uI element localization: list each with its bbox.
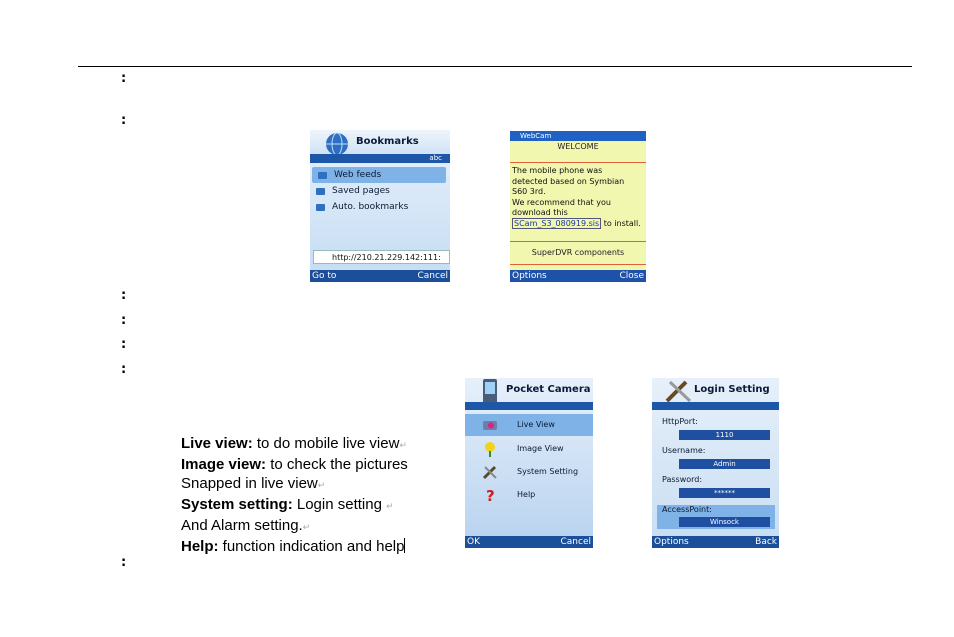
cancel-button[interactable]: Cancel — [560, 537, 591, 547]
username-field[interactable]: Admin — [679, 459, 770, 469]
desc-system-setting-2: And Alarm setting.↵ — [181, 517, 311, 534]
login-setting-title: Login Setting — [694, 384, 770, 395]
feed-icon — [318, 172, 327, 179]
download-link[interactable]: SCam_S3_080919.sis — [514, 218, 600, 228]
url-input[interactable]: http://210.21.229.142:111: — [313, 250, 450, 264]
options-button[interactable]: Options — [512, 271, 547, 281]
welcome-heading: WELCOME — [557, 142, 599, 151]
http-port-field[interactable]: 1110 — [679, 430, 770, 440]
desc-system-setting: System setting: Login setting ↵ — [181, 496, 394, 513]
access-point-field[interactable]: Winsock — [679, 517, 770, 527]
go-to-button[interactable]: Go to — [312, 271, 337, 281]
colon-4: : — [121, 313, 127, 328]
components-label: SuperDVR components — [531, 248, 625, 257]
username-label: Username: — [662, 446, 706, 455]
paragraph-mark: ↵ — [317, 480, 326, 490]
paragraph-mark: ↵ — [399, 440, 407, 450]
bookmarks-screenshot — [310, 130, 450, 282]
menu-description — [181, 434, 408, 556]
tools-icon — [664, 379, 694, 403]
tools-icon — [482, 464, 498, 480]
password-label: Password: — [662, 475, 703, 484]
close-button[interactable]: Close — [619, 271, 644, 281]
colon-2: : — [121, 113, 127, 128]
colon-1: : — [121, 71, 127, 86]
input-mode: abc — [429, 154, 442, 162]
ok-button[interactable]: OK — [467, 537, 480, 547]
desc-image-view: Image view: to check the pictures — [181, 456, 408, 473]
desc-live-view: Live view: to do mobile live view↵ — [181, 435, 407, 452]
menu-item-image-view[interactable]: Image View — [465, 438, 593, 460]
menu-item-help[interactable]: ? Help — [465, 484, 593, 506]
status-bar — [465, 402, 593, 410]
list-item-auto-bookmarks[interactable]: Auto. bookmarks — [310, 199, 450, 215]
pocket-camera-screenshot — [465, 378, 593, 548]
options-button[interactable]: Options — [654, 537, 689, 547]
bookmarks-list — [310, 167, 450, 215]
cancel-button[interactable]: Cancel — [417, 271, 448, 281]
header-rule — [78, 66, 912, 67]
flower-icon — [482, 441, 498, 457]
access-point-label: AccessPoint: — [662, 505, 712, 514]
softkey-bar — [510, 270, 646, 282]
divider — [510, 264, 646, 265]
colon-6: : — [121, 362, 127, 377]
globe-icon — [325, 132, 349, 156]
softkey-bar — [465, 536, 593, 548]
softkey-bar — [310, 270, 450, 282]
bookmarks-title: Bookmarks — [356, 136, 419, 147]
divider — [510, 162, 646, 163]
list-item-saved-pages[interactable]: Saved pages — [310, 183, 450, 199]
desc-help: Help: function indication and help — [181, 538, 405, 555]
webcam-titlebar: WebCam — [510, 131, 646, 141]
pocket-camera-title: Pocket Camera — [506, 384, 591, 395]
paragraph-mark: ↵ — [386, 501, 394, 511]
colon-3: : — [121, 288, 127, 303]
login-setting-screenshot — [652, 378, 779, 548]
text-cursor — [404, 538, 405, 553]
webcam-screenshot — [510, 131, 646, 282]
status-bar — [652, 402, 779, 410]
menu-item-system-setting[interactable]: System Setting — [465, 461, 593, 483]
password-field[interactable]: ****** — [679, 488, 770, 498]
divider — [510, 241, 646, 242]
http-port-label: HttpPort: — [662, 417, 698, 426]
folder-icon — [316, 204, 325, 211]
webcam-message: The mobile phone was detected based on Symbian S60 3rd. We recommend that you download this SCam_S3_080919.sis to install. — [512, 166, 641, 228]
help-icon — [482, 487, 498, 503]
list-item-web-feeds[interactable]: Web feeds — [312, 167, 446, 183]
colon-7: : — [121, 555, 127, 570]
folder-icon — [316, 188, 325, 195]
desc-image-view-2: Snapped in live view↵ — [181, 475, 326, 492]
paragraph-mark: ↵ — [302, 522, 311, 532]
back-button[interactable]: Back — [755, 537, 777, 547]
colon-5: : — [121, 337, 127, 352]
camera-icon — [482, 417, 498, 433]
bookmarks-header — [310, 130, 450, 154]
softkey-bar — [652, 536, 779, 548]
svg-text:?: ? — [486, 487, 495, 503]
status-bar — [310, 154, 450, 163]
menu-item-live-view[interactable]: Live View — [465, 414, 593, 436]
